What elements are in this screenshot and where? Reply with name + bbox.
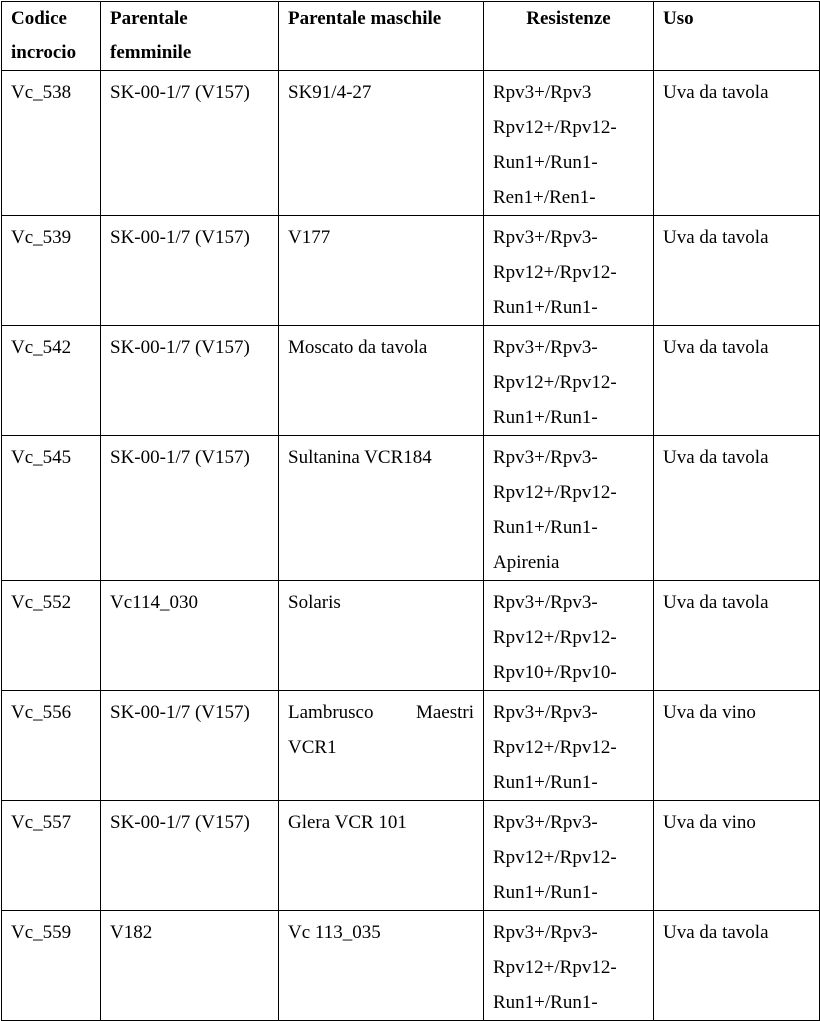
resistenza-line: Rpv3+/Rpv3- — [493, 227, 598, 248]
resistenza-line: Rpv12+/Rpv12- — [493, 627, 617, 648]
cell-femminile: Vc114_030 — [101, 581, 279, 691]
table-row — [2, 436, 820, 581]
cell-femminile: SK-00-1/7 (V157) — [101, 436, 279, 581]
resistenza-line: Ren1+/Ren1- — [493, 187, 596, 208]
cell-maschile — [279, 911, 484, 1021]
cell-maschile — [279, 801, 484, 911]
cell-femminile: SK-00-1/7 (V157) — [101, 691, 279, 801]
crosses-table — [1, 1, 820, 1021]
cell-maschile — [279, 436, 484, 581]
table-row — [2, 71, 820, 216]
table-row — [2, 691, 820, 801]
cell-uso: Uva da tavola — [654, 911, 820, 1021]
header-resistenze — [484, 2, 654, 71]
resistenza-line: Rpv12+/Rpv12- — [493, 482, 617, 503]
resistenza-line: Rpv3+/Rpv3- — [493, 337, 598, 358]
cell-uso: Uva da vino — [654, 691, 820, 801]
maschile-line: Sultanina VCR184 — [288, 447, 432, 468]
cell-resistenze — [484, 691, 654, 801]
header-parentale-maschile — [279, 2, 484, 71]
maschile-word: Maestri — [415, 702, 474, 723]
table-row — [2, 801, 820, 911]
table-row — [2, 326, 820, 436]
table-row — [2, 911, 820, 1021]
resistenza-line: Rpv3+/Rpv3 — [493, 82, 592, 103]
resistenza-line: Rpv3+/Rpv3- — [493, 447, 598, 468]
header-uso — [654, 2, 820, 71]
header-text: Parentale maschile — [288, 8, 442, 29]
resistenza-line: Rpv12+/Rpv12- — [493, 847, 617, 868]
header-row — [2, 2, 820, 71]
cell-resistenze — [484, 216, 654, 326]
resistenza-line: Rpv12+/Rpv12- — [493, 117, 617, 138]
resistenza-line: Run1+/Run1- — [493, 992, 598, 1013]
resistenza-line: Rpv12+/Rpv12- — [493, 957, 617, 978]
maschile-line: VCR1 — [288, 737, 337, 758]
resistenza-line: Run1+/Run1- — [493, 407, 598, 428]
resistenza-line: Run1+/Run1- — [493, 772, 598, 793]
resistenza-line: Apirenia — [493, 552, 560, 573]
maschile-line: V177 — [288, 227, 331, 248]
maschile-line: Moscato da tavola — [288, 337, 428, 358]
header-text: Uso — [663, 8, 694, 29]
cell-uso: Uva da tavola — [654, 436, 820, 581]
cell-femminile: SK-00-1/7 (V157) — [101, 326, 279, 436]
header-text: Codice — [11, 8, 67, 29]
cell-uso: Uva da vino — [654, 801, 820, 911]
maschile-line: Solaris — [288, 592, 341, 613]
cell-maschile — [279, 326, 484, 436]
table-row — [2, 581, 820, 691]
resistenza-line: Rpv3+/Rpv3- — [493, 592, 598, 613]
cell-codice: Vc_559 — [2, 911, 101, 1021]
cell-uso: Uva da tavola — [654, 71, 820, 216]
resistenza-line: Run1+/Run1- — [493, 882, 598, 903]
header-text: femminile — [110, 42, 192, 63]
cell-maschile — [279, 216, 484, 326]
cell-femminile: SK-00-1/7 (V157) — [101, 216, 279, 326]
cell-femminile: SK-00-1/7 (V157) — [101, 71, 279, 216]
cell-resistenze — [484, 581, 654, 691]
cell-femminile: SK-00-1/7 (V157) — [101, 801, 279, 911]
maschile-line: Glera VCR 101 — [288, 812, 407, 833]
cell-maschile — [279, 581, 484, 691]
cell-codice: Vc_538 — [2, 71, 101, 216]
cell-codice: Vc_556 — [2, 691, 101, 801]
header-codice-incrocio — [2, 2, 101, 71]
header-text: incrocio — [11, 42, 77, 63]
cell-resistenze — [484, 436, 654, 581]
cell-maschile — [279, 71, 484, 216]
maschile-justified-line — [288, 695, 474, 730]
cell-uso: Uva da tavola — [654, 581, 820, 691]
maschile-word: Lambrusco — [288, 702, 374, 723]
maschile-line: SK91/4-27 — [288, 82, 372, 103]
header-text: Resistenze — [526, 8, 611, 29]
resistenza-line: Rpv3+/Rpv3- — [493, 702, 598, 723]
resistenza-line: Rpv10+/Rpv10- — [493, 662, 617, 683]
cell-codice: Vc_545 — [2, 436, 101, 581]
resistenza-line: Rpv3+/Rpv3- — [493, 922, 598, 943]
cell-resistenze — [484, 326, 654, 436]
cell-uso: Uva da tavola — [654, 216, 820, 326]
resistenza-line: Rpv12+/Rpv12- — [493, 262, 617, 283]
cell-codice: Vc_542 — [2, 326, 101, 436]
header-text: Parentale — [110, 8, 188, 29]
resistenza-line: Run1+/Run1- — [493, 297, 598, 318]
cell-codice: Vc_557 — [2, 801, 101, 911]
cell-uso: Uva da tavola — [654, 326, 820, 436]
resistenza-line: Rpv12+/Rpv12- — [493, 737, 617, 758]
cell-resistenze — [484, 911, 654, 1021]
cell-codice: Vc_552 — [2, 581, 101, 691]
cell-resistenze — [484, 71, 654, 216]
header-parentale-femminile — [101, 2, 279, 71]
cell-femminile: V182 — [101, 911, 279, 1021]
cell-codice: Vc_539 — [2, 216, 101, 326]
maschile-line: Vc 113_035 — [288, 922, 381, 943]
table-row — [2, 216, 820, 326]
resistenza-line: Rpv3+/Rpv3- — [493, 812, 598, 833]
cell-resistenze — [484, 801, 654, 911]
resistenza-line: Rpv12+/Rpv12- — [493, 372, 617, 393]
cell-maschile — [279, 691, 484, 801]
resistenza-line: Run1+/Run1- — [493, 517, 598, 538]
resistenza-line: Run1+/Run1- — [493, 152, 598, 173]
